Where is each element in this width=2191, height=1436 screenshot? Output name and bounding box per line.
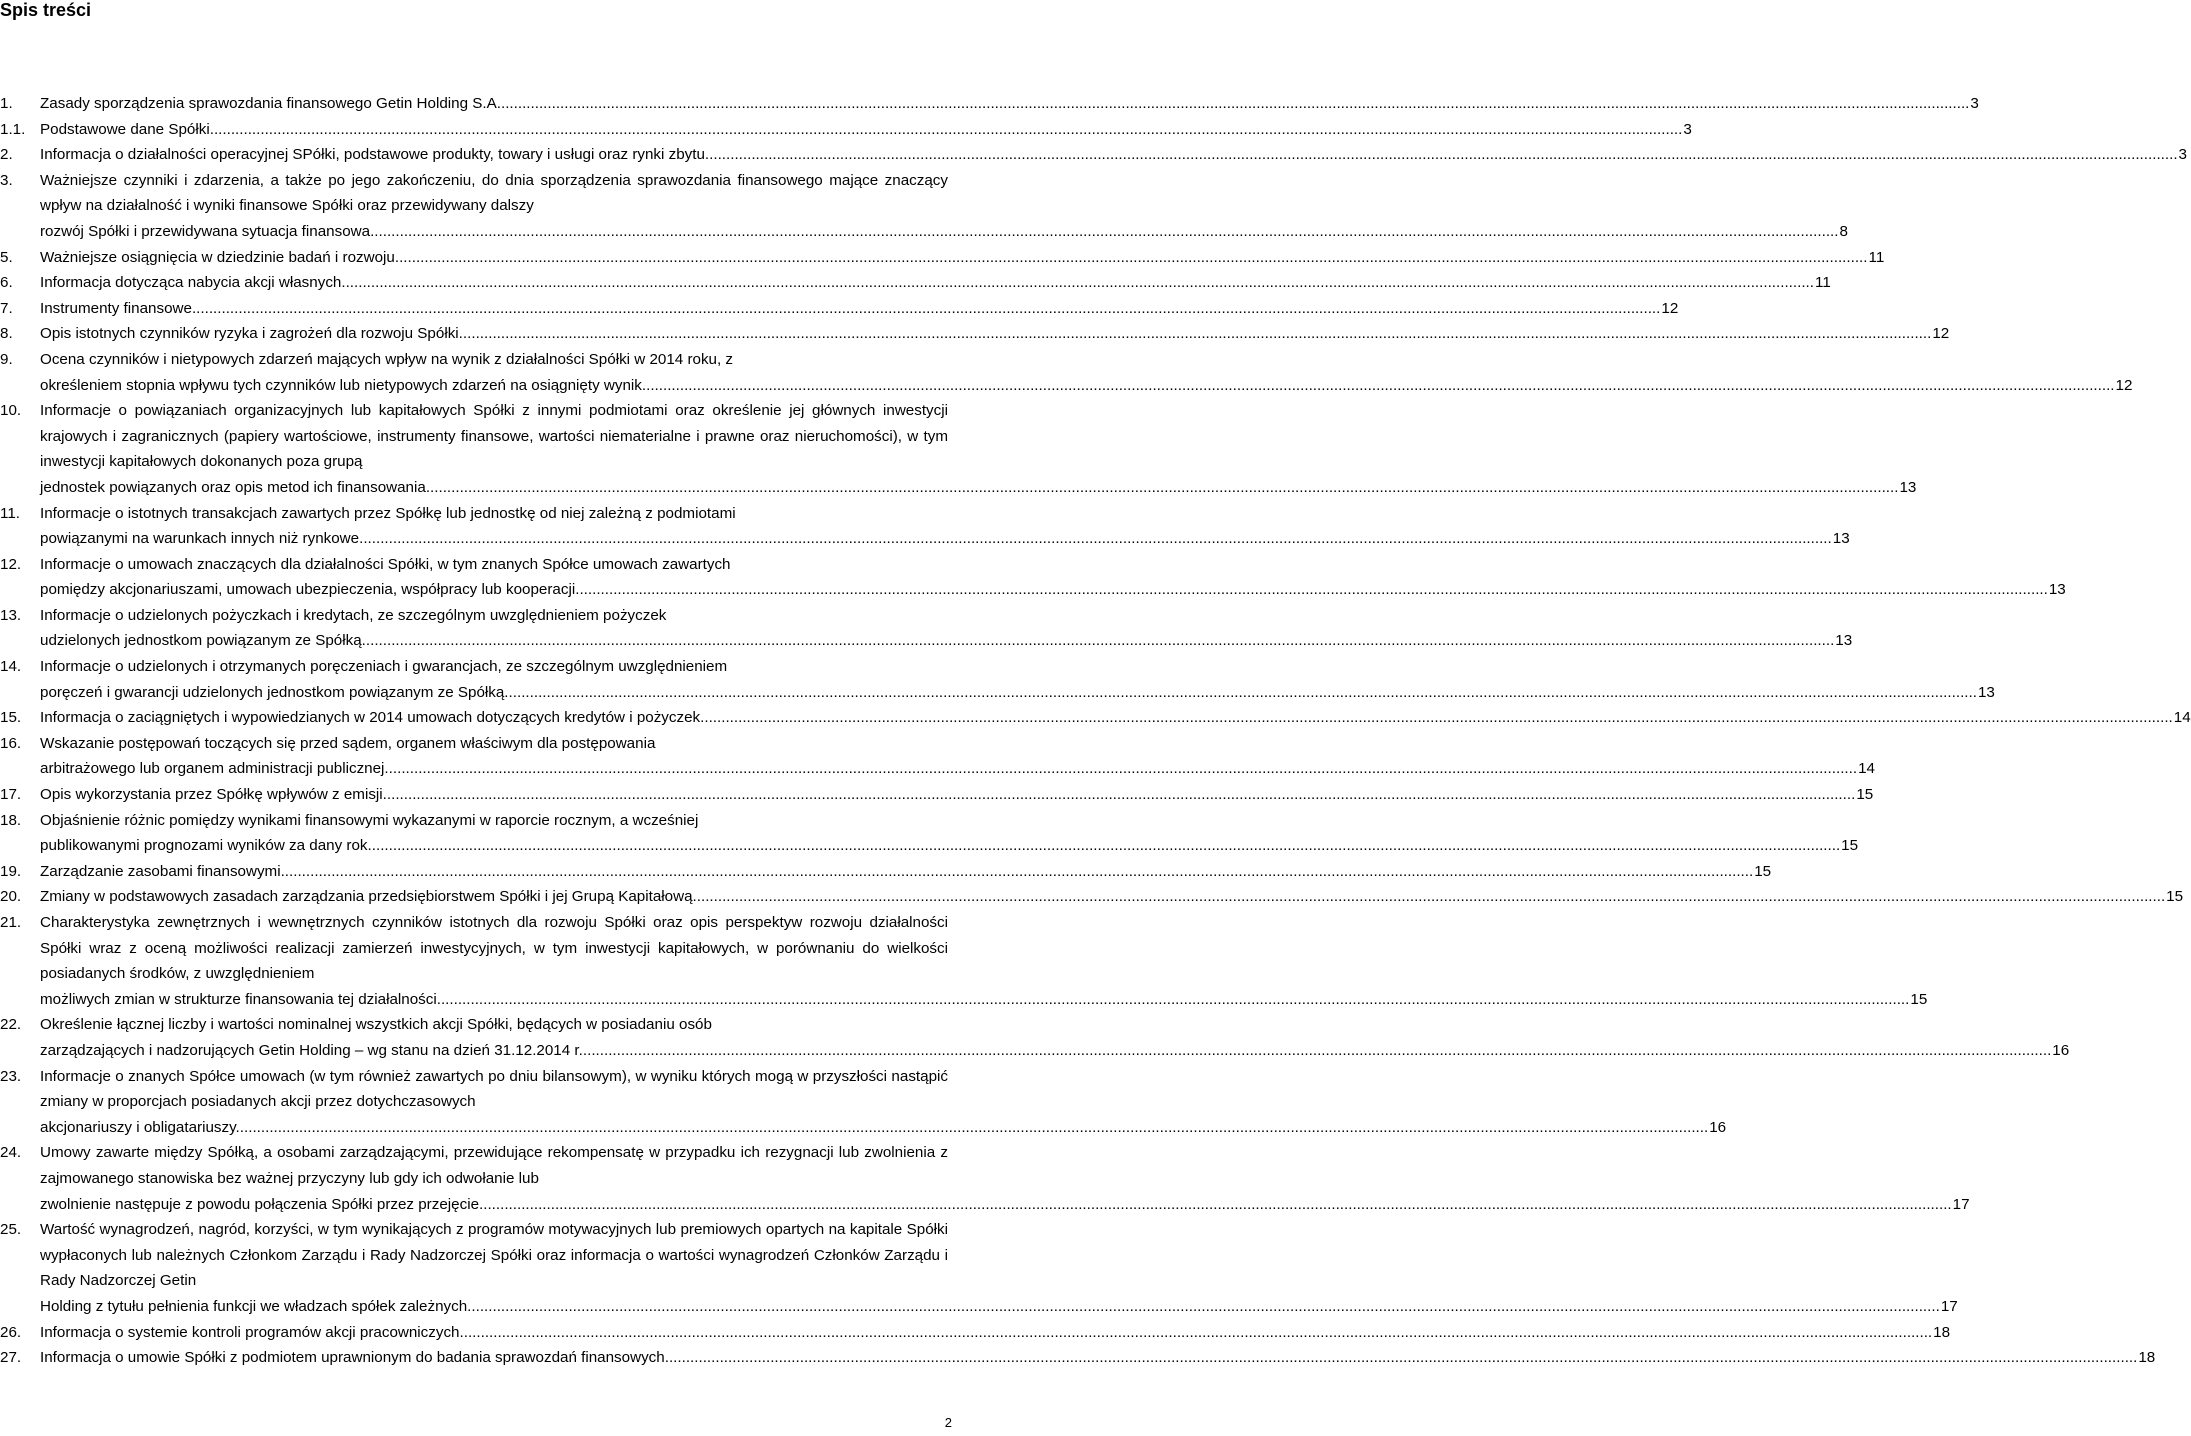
toc-entry-title: Informacje o istotnych transakcjach zawartych przez Spółkę lub jednostkę od niej zależną z podmiotami xyxy=(40,504,736,522)
toc-entry-page: 13 xyxy=(1832,530,1850,548)
toc-entry-title: Opis wykorzystania przez Spółkę wpływów z emisji. xyxy=(40,786,387,804)
toc-entry-title: Informacja o umowie Spółki z podmiotem uprawnionym do badania sprawozdań finansowych. xyxy=(40,1349,669,1367)
toc-entry-title-end: publikowanymi prognozami wyników za dany rok. xyxy=(40,837,372,855)
toc-entry-page: 3 xyxy=(1970,95,1979,112)
toc-entry-title: Zmiany w podstawowych zasadach zarządzania przedsiębiorstwem Spółki i jej Grupą Kapitałową. xyxy=(40,888,697,906)
toc-entry-title: Informacja o działalności operacyjnej SPółki, podstawowe produkty, towary i usługi oraz rynki zbytu. xyxy=(40,146,710,164)
toc-entry[interactable] xyxy=(0,782,1874,808)
toc-entry-title: Informacje o umowach znaczących dla działalności Spółki, w tym znanych Spółce umowach zawartych xyxy=(40,555,731,573)
toc-entry-title: Określenie łącznej liczby i wartości nominalnej wszystkich akcji Spółki, będących w posiadaniu osób xyxy=(40,1016,712,1034)
toc-entry-page: 12 xyxy=(1661,299,1679,317)
toc-entry-title: Informacja dotycząca nabycia akcji własnych. xyxy=(40,274,346,292)
toc-entry[interactable] xyxy=(0,296,1679,322)
toc-entry[interactable] xyxy=(0,603,1853,654)
toc-entry-number: 6. xyxy=(0,274,13,292)
toc-entry-number: 20. xyxy=(0,888,22,906)
toc-entry-page: 15 xyxy=(2166,888,2184,906)
toc-leader-dots xyxy=(389,756,1857,782)
toc-entry-number: 27. xyxy=(0,1349,22,1367)
toc-entry-title-end: jednostek powiązanych oraz opis metod ich finansowania. xyxy=(40,478,431,496)
toc-entry-title: Ocena czynników i nietypowych zdarzeń mających wpływ na wynik z działalności Spółki w 2014 roku, z xyxy=(40,350,734,368)
toc-entry-number: 9. xyxy=(0,350,13,368)
toc-entry-page: 14 xyxy=(2173,709,2191,727)
toc-entry-title: Objaśnienie różnic pomiędzy wynikami finansowymi wykazanymi w raporcie rocznym, a wcześniej xyxy=(40,811,699,829)
toc-entry[interactable] xyxy=(0,501,1850,552)
toc-leader-dots xyxy=(366,628,1834,654)
toc-entry-title: Informacje o udzielonych pożyczkach i kredytach, ze szczególnym uwzględnieniem pożyczek xyxy=(40,606,667,624)
toc-entry[interactable] xyxy=(0,117,1692,143)
toc-entry-page: 11 xyxy=(1868,248,1885,266)
toc-entry-title: Wartość wynagrodzeń, nagród, korzyści, w tym wynikających z programów motywacyjnych lub premiowych opartych na kapitale Spółki wypłaconych lub należnych Członkom Zarządu i Rady Nadzorczej Spółki oraz informacja o wartości wynagrodzeń Członków Zarządu i Rady Nadzorczej Getin xyxy=(40,1221,948,1290)
toc-leader-dots xyxy=(463,321,1931,347)
toc-leader-dots xyxy=(441,987,1909,1013)
toc-entry-title: Opis istotnych czynników ryzyka i zagrożeń dla rozwoju Spółki. xyxy=(40,325,463,343)
toc-entry-title-end: powiązanymi na warunkach innych niż rynkowe. xyxy=(40,530,364,548)
toc-entry-number: 17. xyxy=(0,786,22,804)
toc-entry-title: Informacja o systemie kontroli programów akcji pracowniczych. xyxy=(40,1323,464,1341)
toc-leader-dots xyxy=(285,859,1753,885)
toc-entry[interactable] xyxy=(0,91,1979,117)
toc-entry[interactable] xyxy=(0,884,2184,910)
toc-entry[interactable] xyxy=(0,1140,1970,1217)
toc-entry-title: Podstawowe dane Spółki. xyxy=(40,120,214,138)
toc-entry[interactable] xyxy=(0,245,1885,271)
toc-entry[interactable] xyxy=(0,168,1848,245)
toc-entry-number: 24. xyxy=(0,1144,22,1162)
toc-leader-dots xyxy=(669,1345,2137,1371)
toc-entry-page: 14 xyxy=(1858,760,1875,778)
toc-entry-title: Zarządzanie zasobami finansowymi. xyxy=(40,862,285,880)
toc-entry-title-end: określeniem stopnia wpływu tych czynników lub nietypowych zdarzeń na osiągnięty wynik. xyxy=(40,376,647,394)
toc-entry-number: 8. xyxy=(0,325,13,343)
toc-leader-dots xyxy=(430,475,1898,501)
toc-entry[interactable] xyxy=(0,1345,2156,1371)
toc-entry[interactable] xyxy=(0,1012,2070,1063)
toc-entry-title-end: poręczeń i gwarancji udzielonych jednostkom powiązanym ze Spółką. xyxy=(40,683,509,701)
toc-entry[interactable] xyxy=(0,910,1928,1012)
toc-leader-dots xyxy=(370,219,1838,245)
toc-leader-dots xyxy=(387,782,1855,808)
toc-leader-dots xyxy=(709,142,2177,168)
toc-entry-page: 12 xyxy=(2115,376,2133,394)
toc-entry[interactable] xyxy=(0,347,2133,398)
toc-leader-dots xyxy=(192,296,1660,322)
toc-entry-number: 2. xyxy=(0,146,13,164)
toc-entry-title: Ważniejsze osiągnięcia w dziedzinie badań i rozwoju. xyxy=(40,248,400,266)
toc-entry-number: 22. xyxy=(0,1016,22,1034)
toc-leader-dots xyxy=(704,705,2172,731)
toc-entry[interactable] xyxy=(0,142,2187,168)
toc-entry[interactable] xyxy=(0,270,1831,296)
toc-entry-title: Informacje o udzielonych i otrzymanych poręczeniach i gwarancjach, ze szczególnym uwzględnieniem xyxy=(40,658,728,676)
toc-leader-dots xyxy=(471,1294,1939,1320)
toc-entry-title: Informacja o zaciągniętych i wypowiedzianych w 2014 umowach dotyczących kredytów i pożyczek. xyxy=(40,709,705,727)
toc-entry-page: 16 xyxy=(1709,1118,1727,1136)
toc-leader-dots xyxy=(372,833,1840,859)
toc-leader-dots xyxy=(583,1038,2051,1064)
toc-entry-page: 15 xyxy=(1856,786,1874,804)
toc-entry-number: 26. xyxy=(0,1323,22,1341)
toc-entry-number: 13. xyxy=(0,606,22,624)
toc-entry-number: 5. xyxy=(0,248,13,266)
toc-entry-title: Umowy zawarte między Spółką, a osobami zarządzającymi, przewidujące rekompensatę w przypadku ich rezygnacji lub zwolnienia z zajmowanego stanowiska bez ważnej przyczyny lub gdy ich odwołanie lub xyxy=(40,1144,948,1187)
toc-entry-title: Charakterystyka zewnętrznych i wewnętrznych czynników istotnych dla rozwoju Spółki oraz opis perspektyw rozwoju działalności Spółki wraz z oceną możliwości realizacji zamierzeń inwestycyjnych, w tym inwestycji kapitałowych, w porównaniu do wielkości posiadanych środków, z uwzględnieniem xyxy=(40,914,948,983)
toc-entry-number: 16. xyxy=(0,734,22,752)
toc-entry-page: 15 xyxy=(1910,990,1928,1008)
toc-entry-title-end: zarządzających i nadzorujących Getin Holding – wg stanu na dzień 31.12.2014 r. xyxy=(40,1041,583,1059)
toc-entry[interactable] xyxy=(0,1064,1727,1141)
toc-entry-number: 14. xyxy=(0,658,22,676)
toc-entry[interactable] xyxy=(0,398,1917,500)
toc-entry-title: Informacje o znanych Spółce umowach (w tym również zawartych po dniu bilansowym), w wyniku których mogą w przyszłości nastąpić zmiany w proporcjach posiadanych akcji przez dotychczasowych xyxy=(40,1067,948,1111)
toc-entry-number: 11. xyxy=(0,504,20,522)
toc-leader-dots xyxy=(501,91,1969,117)
toc-entry-page: 17 xyxy=(1952,1195,1970,1213)
toc-entry-title: Zasady sporządzenia sprawozdania finansowego Getin Holding S.A. xyxy=(40,95,501,112)
toc-entry-page: 15 xyxy=(1754,862,1772,880)
toc-leader-dots xyxy=(240,1115,1708,1141)
toc-entry-title-end: udzielonych jednostkom powiązanym ze Spółką. xyxy=(40,632,366,650)
toc-entry-title-end: arbitrażowego lub organem administracji publicznej. xyxy=(40,760,389,778)
toc-entry-page: 13 xyxy=(1835,632,1853,650)
toc-entry[interactable] xyxy=(0,731,1875,782)
toc-entry-title-end: pomiędzy akcjonariuszami, umowach ubezpieczenia, współpracy lub kooperacji. xyxy=(40,581,580,599)
toc-entry-number: 3. xyxy=(0,171,13,189)
page-number: 2 xyxy=(944,1415,952,1430)
toc-leader-dots xyxy=(579,577,2047,603)
toc-entry-page: 17 xyxy=(1940,1297,1958,1315)
toc-entry-number: 25. xyxy=(0,1221,22,1239)
toc-entry[interactable] xyxy=(0,654,1995,705)
toc-entry-title-end: zwolnienie następuje z powodu połączenia Spółki przez przejęcie. xyxy=(40,1195,484,1213)
toc-entry-number: 19. xyxy=(0,862,22,880)
toc-entry-number: 12. xyxy=(0,555,22,573)
toc-leader-dots xyxy=(346,270,1814,296)
toc-entry[interactable] xyxy=(0,552,2066,603)
toc-leader-dots xyxy=(399,245,1867,271)
table-of-contents xyxy=(0,91,2191,1371)
toc-leader-dots xyxy=(464,1320,1932,1346)
toc-entry-page: 3 xyxy=(2178,146,2187,164)
toc-entry-page: 13 xyxy=(1899,478,1917,496)
toc-entry-page: 15 xyxy=(1841,837,1859,855)
toc-leader-dots xyxy=(646,373,2114,399)
page-title: Spis treści xyxy=(0,0,92,20)
toc-entry-page: 18 xyxy=(2138,1349,2156,1367)
toc-entry-title-end: akcjonariuszy i obligatariuszy. xyxy=(40,1118,240,1136)
toc-entry-page: 12 xyxy=(1932,325,1950,343)
toc-entry-page: 18 xyxy=(1933,1323,1951,1341)
toc-entry[interactable] xyxy=(0,1217,1958,1319)
toc-entry-page: 16 xyxy=(2052,1041,2070,1059)
toc-entry-title-end: Holding z tytułu pełnienia funkcji we władzach spółek zależnych. xyxy=(40,1297,472,1315)
toc-entry[interactable] xyxy=(0,705,2191,731)
toc-entry-page: 13 xyxy=(2048,581,2066,599)
toc-entry-number: 18. xyxy=(0,811,22,829)
toc-entry[interactable] xyxy=(0,321,1950,347)
toc-entry-page: 3 xyxy=(1683,120,1692,138)
toc-entry-number: 10. xyxy=(0,402,22,420)
toc-entry-number: 15. xyxy=(0,709,22,727)
toc-entry[interactable] xyxy=(0,1320,1951,1346)
toc-entry-number: 1. xyxy=(0,95,13,112)
toc-leader-dots xyxy=(483,1192,1951,1218)
toc-entry-page: 8 xyxy=(1839,222,1848,240)
toc-entry-page: 11 xyxy=(1815,274,1831,292)
toc-leader-dots xyxy=(509,680,1977,706)
toc-entry-number: 1.1. xyxy=(0,120,26,138)
toc-entry-title-end: rozwój Spółki i przewidywana sytuacja finansowa xyxy=(40,222,371,240)
toc-entry-number: 23. xyxy=(0,1067,22,1085)
toc-entry-number: 21. xyxy=(0,914,22,931)
toc-entry[interactable] xyxy=(0,808,1859,859)
toc-entry-title: Wskazanie postępowań toczących się przed sądem, organem właściwym dla postępowania xyxy=(40,734,656,752)
toc-leader-dots xyxy=(697,884,2165,910)
toc-entry-page: 13 xyxy=(1977,683,1995,701)
toc-leader-dots xyxy=(214,117,1682,143)
toc-entry[interactable] xyxy=(0,859,1772,885)
toc-entry-title: Informacje o powiązaniach organizacyjnych lub kapitałowych Spółki z innymi podmiotami oraz określenie jej głównych inwestycji krajowych i zagranicznych (papiery wartościowe, instrumenty finansowe, wartości niematerialne i prawne oraz nieruchomości), w tym inwestycji kapitałowych dokonanych poza grupą xyxy=(40,402,948,471)
toc-entry-title: Instrumenty finansowe xyxy=(40,299,192,317)
toc-entry-title-end: możliwych zmian w strukturze finansowania tej działalności. xyxy=(40,990,441,1008)
toc-entry-number: 7. xyxy=(0,299,13,317)
toc-leader-dots xyxy=(363,526,1831,552)
toc-entry-title: Ważniejsze czynniki i zdarzenia, a także po jego zakończeniu, do dnia sporządzenia sprawozdania finansowego mające znaczący wpływ na działalność i wyniki finansowe Spółki oraz przewidywany dalszy xyxy=(40,171,948,215)
